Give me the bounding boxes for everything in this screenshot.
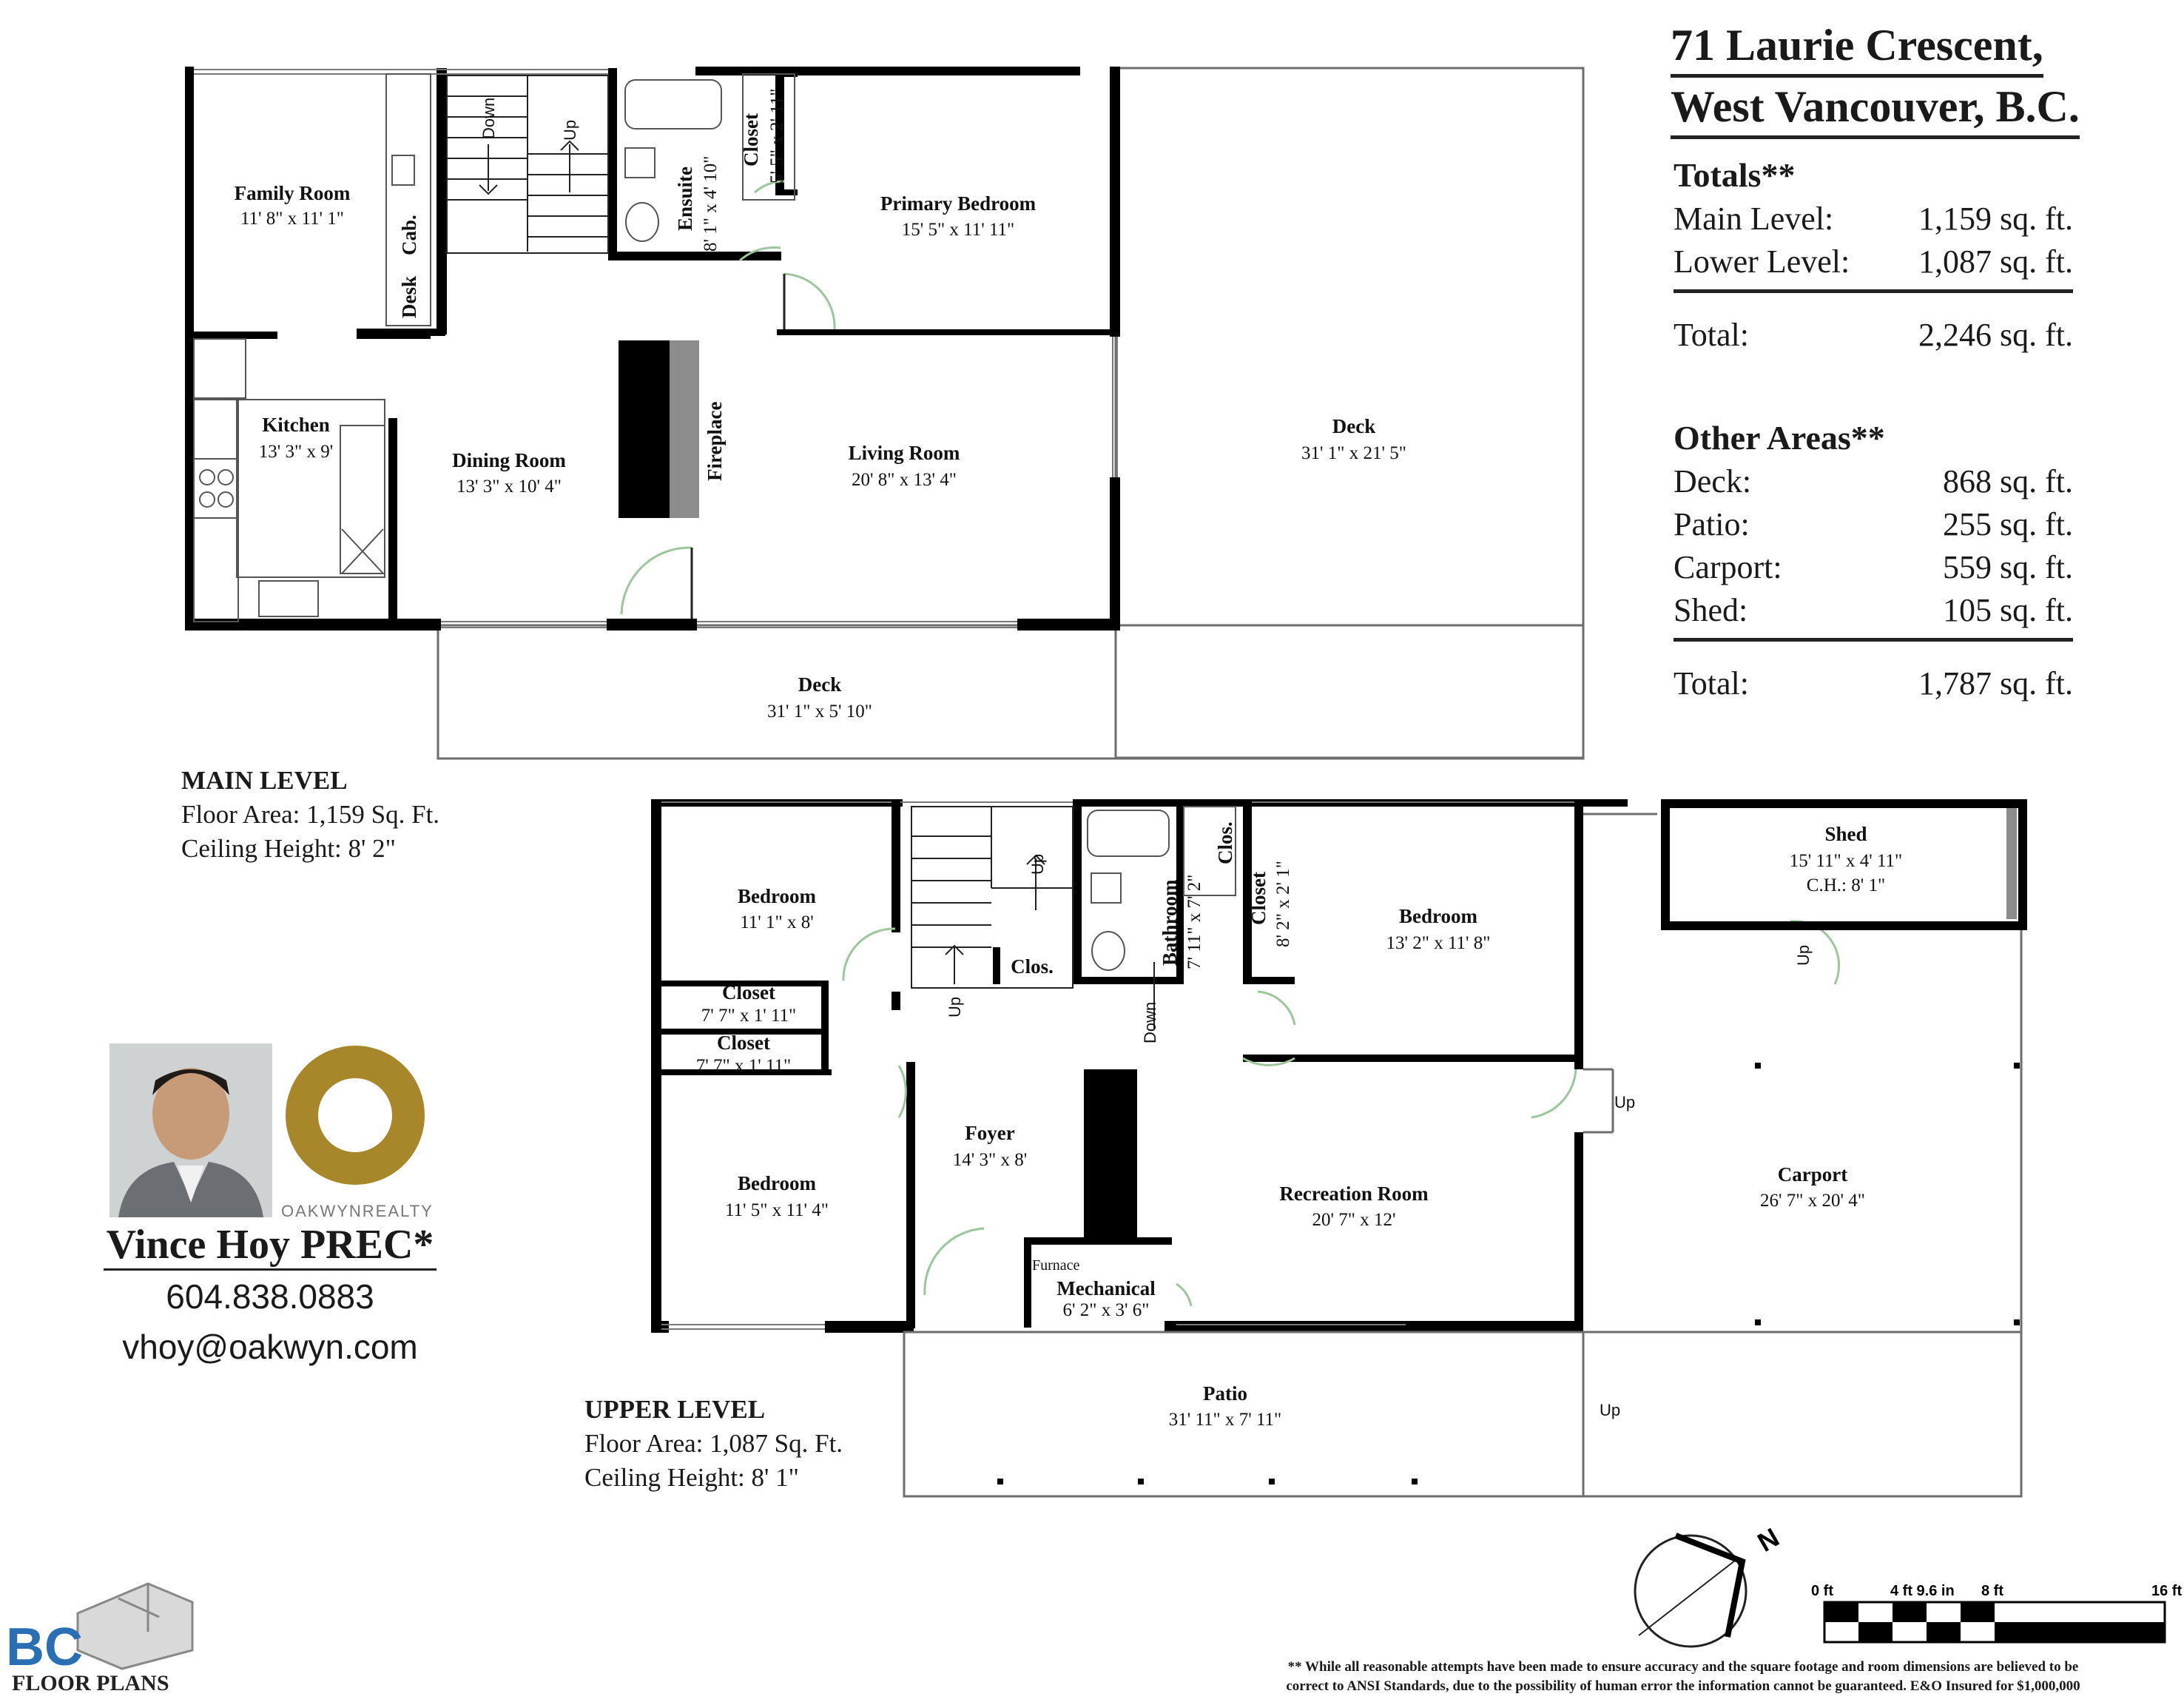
shed-dim: 15' 11" x 4' 11" bbox=[1789, 851, 1903, 871]
closet-primary-name: Closet bbox=[740, 113, 762, 167]
other-areas-row-label: Patio: bbox=[1674, 506, 1750, 542]
clos-upper-label: Clos. bbox=[1214, 821, 1236, 864]
scale-label-1: 4 ft 9.6 in bbox=[1890, 1583, 1955, 1599]
recreation-room-name: Recreation Room bbox=[1279, 1183, 1429, 1205]
agent-photo bbox=[109, 1043, 272, 1217]
other-areas-total-value: 1,787 sq. ft. bbox=[1918, 665, 2073, 702]
dining-room-name: Dining Room bbox=[452, 449, 566, 471]
compass-needle-icon bbox=[1676, 1536, 1742, 1637]
upper-doors bbox=[843, 921, 1839, 1306]
other-areas-panel bbox=[1674, 418, 2073, 705]
dining-room-dim: 13' 3" x 10' 4" bbox=[456, 477, 562, 497]
bedroom2-name: Bedroom bbox=[738, 1172, 816, 1194]
cab-label: Cab. bbox=[398, 215, 420, 255]
shed-wall-right bbox=[2018, 799, 2027, 929]
totals-total-value: 2,246 sq. ft. bbox=[1918, 317, 2073, 353]
other-areas-row-value: 559 sq. ft. bbox=[1943, 549, 2073, 585]
other-areas-heading: Other Areas** bbox=[1674, 419, 1885, 457]
agent-card bbox=[89, 1221, 451, 1367]
upper-windows bbox=[661, 802, 1574, 1329]
bc-floor-plans-logo bbox=[6, 1584, 192, 1695]
living-room-name: Living Room bbox=[848, 442, 960, 464]
family-room-dim: 11' 8" x 11' 1" bbox=[240, 209, 345, 229]
carport-posts bbox=[997, 1063, 2020, 1484]
upper-stair-down-label: Down bbox=[1141, 1001, 1159, 1043]
primary-bedroom-dim: 15' 5" x 11' 11" bbox=[901, 220, 1015, 240]
deck-main-outline bbox=[1116, 68, 1583, 758]
shed-ceiling: C.H.: 8' 1" bbox=[1806, 875, 1886, 895]
main-stair-up-label: Up bbox=[561, 119, 579, 141]
scale-label-2: 8 ft bbox=[1981, 1583, 2003, 1599]
disclaimer bbox=[1199, 1658, 2168, 1696]
bedroom1-name: Bedroom bbox=[738, 885, 816, 907]
bedroom2-dim: 11' 5" x 11' 4" bbox=[724, 1200, 829, 1220]
house-icon bbox=[78, 1584, 192, 1669]
mechanical-name: Mechanical bbox=[1056, 1277, 1156, 1299]
scale-bar bbox=[1811, 1583, 2182, 1642]
disclaimer-line-2: correct to ANSI Standards, due to the possibility of human error the information cannot be guaranteed. E&O Insured for $1,000,000 bbox=[1286, 1678, 2080, 1694]
shed-up-label: Up bbox=[1794, 944, 1813, 966]
upper-level-plan bbox=[651, 799, 2027, 1496]
bedroom3-name: Bedroom bbox=[1399, 905, 1477, 927]
fireplace-hearth bbox=[670, 340, 699, 518]
closet2-dim: 7' 7" x 1' 11" bbox=[695, 1056, 792, 1076]
primary-bedroom-name: Primary Bedroom bbox=[880, 192, 1037, 215]
address-line-1: 71 Laurie Crescent, bbox=[1671, 16, 2043, 78]
closet2-name: Closet bbox=[717, 1032, 770, 1054]
agent-name: Vince Hoy PREC* bbox=[104, 1221, 437, 1271]
other-areas-row-label: Shed: bbox=[1674, 592, 1748, 628]
main-level-info bbox=[181, 764, 439, 866]
bedroom1-dim: 11' 1" x 8' bbox=[740, 912, 814, 932]
patio-name: Patio bbox=[1203, 1382, 1247, 1405]
closet3-dim: 8' 2" x 2' 1" bbox=[1273, 861, 1293, 947]
totals-row-lower bbox=[1674, 241, 2073, 283]
main-level-heading: MAIN LEVEL bbox=[181, 766, 348, 795]
clos-lower-label: Clos. bbox=[1011, 955, 1054, 978]
upper-walls bbox=[651, 799, 1628, 1333]
other-areas-row-label: Carport: bbox=[1674, 549, 1782, 585]
totals-row-value: 1,159 sq. ft. bbox=[1918, 201, 2073, 237]
upper-level-ceiling: Ceiling Height: 8' 1" bbox=[584, 1463, 799, 1492]
totals-heading: Totals** bbox=[1674, 156, 1796, 194]
carport-dim: 26' 7" x 20' 4" bbox=[1760, 1191, 1865, 1211]
divider bbox=[1674, 289, 2073, 293]
bathroom-dim: 7' 11" x 7' 2" bbox=[1184, 874, 1204, 969]
other-areas-total bbox=[1674, 662, 2073, 705]
other-areas-row-value: 255 sq. ft. bbox=[1943, 506, 2073, 542]
totals-row-value: 1,087 sq. ft. bbox=[1918, 243, 2073, 280]
kitchen-dim: 13' 3" x 9' bbox=[258, 442, 334, 462]
fireplace-label: Fireplace bbox=[704, 401, 726, 481]
deck-front-name: Deck bbox=[798, 673, 842, 696]
disclaimer-line-1: ** While all reasonable attempts have been made to ensure accuracy and the square footage and room dimensions are believed to be bbox=[1287, 1659, 2079, 1675]
closet1-name: Closet bbox=[722, 981, 775, 1003]
bathroom-name: Bathroom bbox=[1159, 879, 1181, 966]
foyer-name: Foyer bbox=[965, 1122, 1015, 1144]
logo-floor-plans: FLOOR PLANS bbox=[12, 1671, 169, 1695]
compass-north-label: N bbox=[1752, 1521, 1784, 1558]
main-level-ceiling: Ceiling Height: 8' 2" bbox=[181, 834, 396, 863]
kitchen-name: Kitchen bbox=[262, 414, 330, 436]
desk-label: Desk bbox=[398, 275, 420, 318]
totals-row-label: Main Level: bbox=[1674, 201, 1834, 237]
other-areas-row-shed bbox=[1674, 589, 2073, 632]
agent-phone[interactable]: 604.838.0883 bbox=[166, 1277, 374, 1316]
oakwyn-ring-icon bbox=[302, 1062, 408, 1168]
scale-label-3: 16 ft bbox=[2151, 1583, 2183, 1599]
upper-level-heading: UPPER LEVEL bbox=[584, 1395, 766, 1424]
patio-dim: 31' 11" x 7' 11" bbox=[1168, 1410, 1282, 1430]
main-stair-down-label: Down bbox=[479, 97, 498, 139]
agent-email[interactable]: vhoy@oakwyn.com bbox=[122, 1328, 418, 1366]
other-areas-row-deck bbox=[1674, 460, 2073, 503]
deck-front-dim: 31' 1" x 5' 10" bbox=[767, 702, 872, 722]
deck-main-dim: 31' 1" x 21' 5" bbox=[1301, 443, 1406, 463]
oakwyn-brand: OAKWYNREALTY bbox=[281, 1202, 434, 1220]
upper-stairs bbox=[911, 807, 1154, 1029]
oakwyn-logo bbox=[281, 1062, 434, 1220]
totals-total-label: Total: bbox=[1674, 317, 1750, 353]
main-level-area: Floor Area: 1,159 Sq. Ft. bbox=[181, 800, 440, 829]
family-room-name: Family Room bbox=[234, 182, 351, 204]
shed-name: Shed bbox=[1824, 823, 1867, 845]
carport-name: Carport bbox=[1777, 1163, 1848, 1186]
shed-wall-top bbox=[1661, 799, 2027, 808]
patio-up-label: Up bbox=[1600, 1401, 1621, 1419]
totals-panel bbox=[1674, 155, 2073, 357]
ensuite-dim: 8' 1" x 4' 10" bbox=[701, 155, 721, 252]
upper-level-area: Floor Area: 1,087 Sq. Ft. bbox=[584, 1429, 843, 1458]
upper-level-info bbox=[584, 1393, 843, 1495]
carport-up-label: Up bbox=[1614, 1093, 1636, 1112]
other-areas-row-value: 105 sq. ft. bbox=[1943, 592, 2073, 628]
upper-stair-up-label-2: Up bbox=[946, 996, 964, 1018]
furnace-label: Furnace bbox=[1032, 1257, 1080, 1274]
divider bbox=[1674, 638, 2073, 642]
recreation-room-dim: 20' 7" x 12' bbox=[1312, 1210, 1396, 1230]
shed-wall-bottom bbox=[1661, 921, 2027, 930]
deck-main-name: Deck bbox=[1332, 415, 1376, 437]
totals-row-label: Lower Level: bbox=[1674, 243, 1850, 280]
shed-wall-left bbox=[1661, 799, 1670, 929]
main-level-plan bbox=[185, 67, 1583, 759]
other-areas-row-carport bbox=[1674, 546, 2073, 589]
upper-stair-up-label-1: Up bbox=[1028, 853, 1047, 875]
deck-front-outline bbox=[438, 625, 1583, 759]
totals-row-main bbox=[1674, 198, 2073, 241]
mechanical-dim: 6' 2" x 3' 6" bbox=[1062, 1300, 1150, 1320]
ensuite-name: Ensuite bbox=[674, 166, 696, 231]
main-stairs bbox=[447, 75, 608, 253]
foyer-dim: 14' 3" x 8' bbox=[952, 1150, 1028, 1170]
other-areas-row-label: Deck: bbox=[1674, 463, 1752, 500]
closet-primary-dim: 5' 5" x 2' 11" bbox=[767, 88, 787, 184]
other-areas-total-label: Total: bbox=[1674, 665, 1750, 702]
scale-label-0: 0 ft bbox=[1811, 1583, 1833, 1599]
living-room-dim: 20' 8" x 13' 4" bbox=[852, 470, 957, 490]
closet3-name: Closet bbox=[1247, 872, 1270, 925]
totals-total bbox=[1674, 314, 2073, 357]
property-address bbox=[1671, 16, 2080, 139]
other-areas-row-patio bbox=[1674, 503, 2073, 546]
other-areas-row-value: 868 sq. ft. bbox=[1943, 463, 2073, 500]
fireplace-body bbox=[619, 340, 672, 518]
bedroom3-dim: 13' 2" x 11' 8" bbox=[1386, 933, 1491, 953]
compass bbox=[1635, 1521, 1784, 1647]
closet1-dim: 7' 7" x 1' 11" bbox=[701, 1006, 797, 1026]
address-line-2: West Vancouver, B.C. bbox=[1671, 78, 2080, 139]
logo-bc: BC bbox=[6, 1618, 83, 1677]
shed-shade bbox=[2006, 808, 2017, 919]
